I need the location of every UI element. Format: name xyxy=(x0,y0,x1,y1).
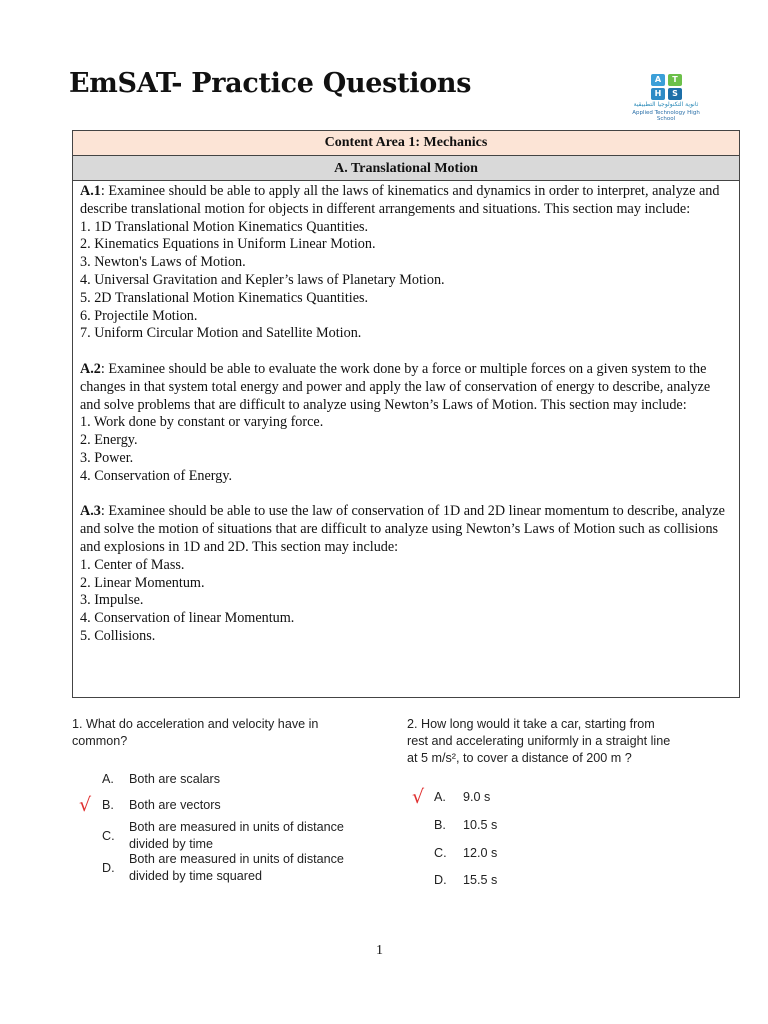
q1-option-c-letter: C. xyxy=(102,829,115,843)
q1-option-a-letter: A. xyxy=(102,772,114,786)
a1-item: 4. Universal Gravitation and Kepler’s laws of Planetary Motion. xyxy=(80,271,445,288)
q1-option-b-text: Both are vectors xyxy=(129,798,221,812)
logo-tiles xyxy=(651,74,683,100)
q2-option-c-text: 12.0 s xyxy=(463,846,498,860)
section-content xyxy=(73,181,739,646)
question-2-line: 2. How long would it take a car, starting from xyxy=(407,717,655,731)
a1-item: 6. Projectile Motion. xyxy=(80,307,198,324)
school-logo xyxy=(626,74,706,122)
q1-option-a-text: Both are scalars xyxy=(129,772,220,786)
q2-answer-checkmark-icon: √ xyxy=(412,786,425,808)
a3-item: 1. Center of Mass. xyxy=(80,556,185,573)
a3-item: 4. Conservation of linear Momentum. xyxy=(80,610,295,627)
question-1-line: 1. What do acceleration and velocity have in xyxy=(72,717,319,731)
a1-item: 2. Kinematics Equations in Uniform Linear Motion. xyxy=(80,236,376,253)
a3-paragraph xyxy=(80,503,732,556)
a2-label: A.2 xyxy=(80,360,101,377)
q1-option-d-text xyxy=(129,851,344,885)
a3-item: 5. Collisions. xyxy=(80,627,156,644)
a1-item: 7. Uniform Circular Motion and Satellite Motion. xyxy=(80,325,362,342)
logo-tile-h: H xyxy=(651,88,665,100)
a3-item: 2. Linear Momentum. xyxy=(80,574,205,591)
q1-option-c-line: Both are measured in units of distance xyxy=(129,820,344,834)
a1-item: 3. Newton's Laws of Motion. xyxy=(80,254,246,271)
a1-item: 1. 1D Translational Motion Kinematics Quantities. xyxy=(80,218,369,235)
q1-option-d-line: Both are measured in units of distance xyxy=(129,852,344,866)
question-1-line: common? xyxy=(72,734,128,748)
q1-option-c-line: divided by time xyxy=(129,837,213,851)
question-2-text xyxy=(407,716,670,767)
a2-item: 3. Power. xyxy=(80,449,134,466)
logo-tile-s: S xyxy=(668,88,682,100)
a2-text: : Examinee should be able to evaluate the work done by a force or multiple forces on a given system to the changes in that system total energy and power and apply the law of conservation of energy to describe, analyze and solve problems that are difficult to analyze using Newton’s Laws of Motion. This section may include: xyxy=(80,360,711,413)
a1-text: : Examinee should be able to apply all the laws of kinematics and dynamics in order to interpret, analyze and describe translational motion for objects in different arrangements and situations. This section may include: xyxy=(80,183,720,217)
q1-option-d-line: divided by time squared xyxy=(129,869,263,883)
q1-option-c-text xyxy=(129,819,344,853)
a2-item: 2. Energy. xyxy=(80,432,138,449)
q2-option-b-text: 10.5 s xyxy=(463,818,498,832)
a3-text: : Examinee should be able to use the law of conservation of 1D and 2D linear momentum to describe, analyze and solve the motion of situations that are difficult to analyze using Newton’s Laws of Motion such as collisions and explosions in 1D and 2D. This section may include: xyxy=(80,503,725,555)
q1-option-b-letter: B. xyxy=(102,798,114,812)
content-area-header: Content Area 1: Mechanics xyxy=(73,131,739,156)
a1-paragraph xyxy=(80,183,732,219)
content-area-box xyxy=(72,130,740,698)
logo-tile-t: T xyxy=(668,74,682,86)
a3-item: 3. Impulse. xyxy=(80,592,144,609)
section-header: A. Translational Motion xyxy=(73,156,739,181)
logo-tile-a: A xyxy=(651,74,665,86)
q2-option-c-letter: C. xyxy=(434,846,447,860)
q2-option-a-text: 9.0 s xyxy=(463,790,491,804)
a2-paragraph xyxy=(80,361,732,414)
q1-option-d-letter: D. xyxy=(102,861,115,875)
question-2-line: at 5 m/s², to cover a distance of 200 m ? xyxy=(407,751,632,765)
a2-item: 4. Conservation of Energy. xyxy=(80,467,233,484)
q1-answer-checkmark-icon: √ xyxy=(79,794,92,816)
q2-option-a-letter: A. xyxy=(434,790,446,804)
page-number: 1 xyxy=(376,943,383,958)
a3-label: A.3 xyxy=(80,503,101,520)
question-1-text xyxy=(72,716,318,750)
a1-label: A.1 xyxy=(80,183,101,199)
q2-option-d-letter: D. xyxy=(434,873,447,887)
logo-arabic-text: ثانوية التكنولوجيا التطبيقية xyxy=(633,101,699,108)
a2-item: 1. Work done by constant or varying force. xyxy=(80,414,324,431)
q2-option-b-letter: B. xyxy=(434,818,446,832)
a1-item: 5. 2D Translational Motion Kinematics Quantities. xyxy=(80,289,369,306)
question-2-line: rest and accelerating uniformly in a straight line xyxy=(407,734,671,748)
q2-option-d-text: 15.5 s xyxy=(463,873,498,887)
page-title: EmSAT- Practice Questions xyxy=(69,68,472,99)
logo-english-text: Applied Technology High School xyxy=(632,110,700,122)
